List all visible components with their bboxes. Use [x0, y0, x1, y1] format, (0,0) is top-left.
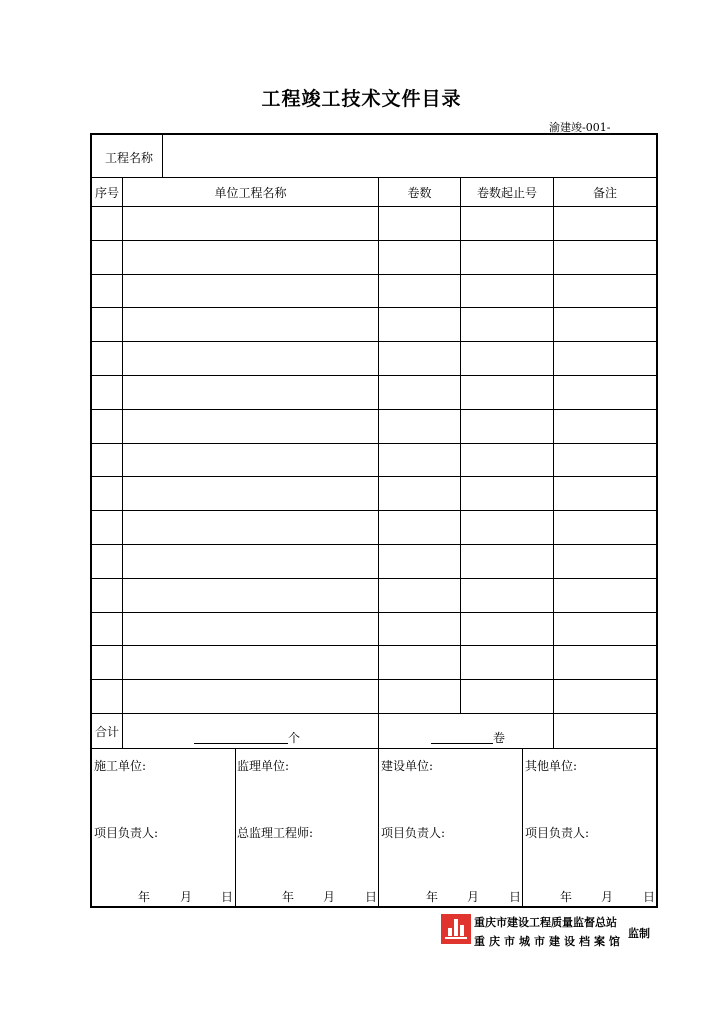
table-row — [92, 341, 656, 342]
col-divider — [162, 135, 163, 177]
col-divider — [378, 177, 379, 748]
supervised-label: 监制 — [628, 927, 650, 940]
project-name-field[interactable] — [168, 149, 648, 167]
other-unit-label: 其他单位: — [525, 759, 578, 773]
construction-manager-label: 项目负责人: — [94, 826, 159, 840]
table-row — [92, 476, 656, 477]
row-divider — [92, 206, 656, 207]
table-row — [92, 443, 656, 444]
table-row — [92, 510, 656, 511]
col-header-unit-name: 单位工程名称 — [214, 186, 287, 200]
table-row — [92, 645, 656, 646]
owner-day: 日 — [509, 890, 522, 904]
col-header-remarks: 备注 — [592, 186, 617, 200]
total-count-blank[interactable] — [194, 743, 288, 744]
total-count-unit: 个 — [288, 731, 301, 745]
table-row — [92, 679, 656, 680]
supervision-year: 年 — [282, 890, 295, 904]
total-volume-unit: 卷 — [493, 731, 506, 745]
catalog-table — [90, 133, 658, 908]
table-row — [92, 409, 656, 410]
document-number: 渝建竣-001- — [549, 121, 611, 134]
construction-unit-label: 施工单位: — [94, 759, 147, 773]
construction-day: 日 — [221, 890, 234, 904]
col-divider — [122, 177, 123, 748]
owner-year: 年 — [426, 890, 439, 904]
col-header-index: 序号 — [94, 186, 119, 200]
total-label: 合计 — [95, 725, 120, 739]
col-divider — [522, 748, 523, 906]
col-header-volumes: 卷数 — [407, 186, 432, 200]
other-day: 日 — [643, 890, 656, 904]
table-row — [92, 578, 656, 579]
building-logo-icon — [441, 914, 471, 944]
supervision-day: 日 — [365, 890, 378, 904]
owner-unit-label: 建设单位: — [381, 759, 434, 773]
construction-year: 年 — [138, 890, 151, 904]
col-divider — [378, 748, 379, 906]
org-quality-supervision: 重庆市建设工程质量监督总站 — [474, 916, 617, 929]
construction-month: 月 — [180, 890, 193, 904]
col-divider — [460, 177, 461, 714]
col-header-volume-range: 卷数起止号 — [476, 186, 537, 200]
total-volume-blank[interactable] — [431, 743, 493, 744]
supervision-unit-label: 监理单位: — [237, 759, 290, 773]
table-row — [92, 713, 656, 714]
page-title: 工程竣工技术文件目录 — [261, 88, 462, 110]
table-row — [92, 240, 656, 241]
table-row — [92, 274, 656, 275]
owner-month: 月 — [467, 890, 480, 904]
other-month: 月 — [601, 890, 614, 904]
other-manager-label: 项目负责人: — [525, 826, 590, 840]
row-divider — [92, 177, 656, 178]
chief-supervisor-label: 总监理工程师: — [237, 826, 314, 840]
table-row — [92, 375, 656, 376]
table-row — [92, 544, 656, 545]
org-urban-archives: 重庆市城市建设档案馆 — [474, 935, 624, 948]
table-row — [92, 612, 656, 613]
row-divider — [92, 748, 656, 749]
supervision-month: 月 — [323, 890, 336, 904]
col-divider — [235, 748, 236, 906]
owner-manager-label: 项目负责人: — [381, 826, 446, 840]
project-name-label: 工程名称 — [105, 151, 154, 165]
col-divider — [553, 177, 554, 748]
other-year: 年 — [560, 890, 573, 904]
table-row — [92, 307, 656, 308]
